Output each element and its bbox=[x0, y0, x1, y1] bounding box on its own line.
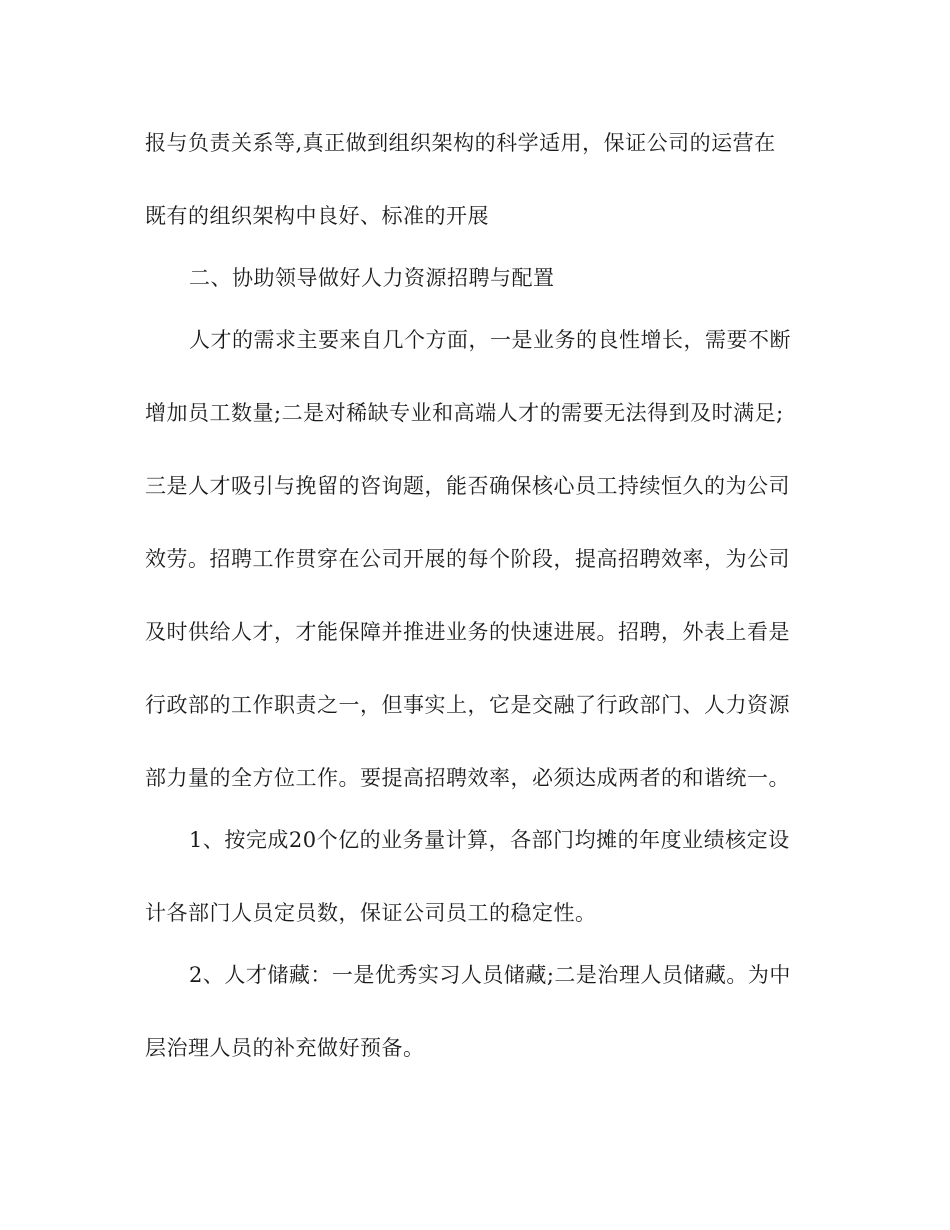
text-line: 增加员工数量;二是对稀缺专业和高端人才的需要无法得到及时满足; bbox=[145, 401, 784, 425]
text-line: 部力量的全方位工作。要提高招聘效率，必须达成两者的和谐统一。 bbox=[145, 766, 790, 790]
text-line: 行政部的工作职责之一，但事实上，它是交融了行政部门、人力资源 bbox=[145, 693, 790, 717]
list-item-2: 2、人才储藏：一是优秀实习人员储藏;二是治理人员储藏。为中 bbox=[189, 963, 791, 987]
paragraph-start: 人才的需求主要来自几个方面，一是业务的良性增长，需要不断 bbox=[189, 328, 791, 352]
list-item-1: 1、按完成20个亿的业务量计算，各部门均摊的年度业绩核定设 bbox=[189, 828, 790, 852]
text-line: 三是人才吸引与挽留的咨询题，能否确保核心员工持续恒久的为公司 bbox=[145, 474, 790, 498]
text-line: 效劳。招聘工作贯穿在公司开展的每个阶段，提高招聘效率，为公司 bbox=[145, 547, 790, 571]
text-line: 计各部门人员定员数，保证公司员工的稳定性。 bbox=[145, 901, 597, 925]
text-line: 既有的组织架构中良好、标准的开展 bbox=[145, 204, 489, 228]
text-line: 及时供给人才，才能保障并推进业务的快速进展。招聘，外表上看是 bbox=[145, 620, 790, 644]
text-line: 报与负责关系等,真正做到组织架构的科学适用，保证公司的运营在 bbox=[145, 131, 776, 155]
section-heading: 二、协助领导做好人力资源招聘与配置 bbox=[189, 266, 555, 290]
text-line: 层治理人员的补充做好预备。 bbox=[145, 1036, 425, 1060]
